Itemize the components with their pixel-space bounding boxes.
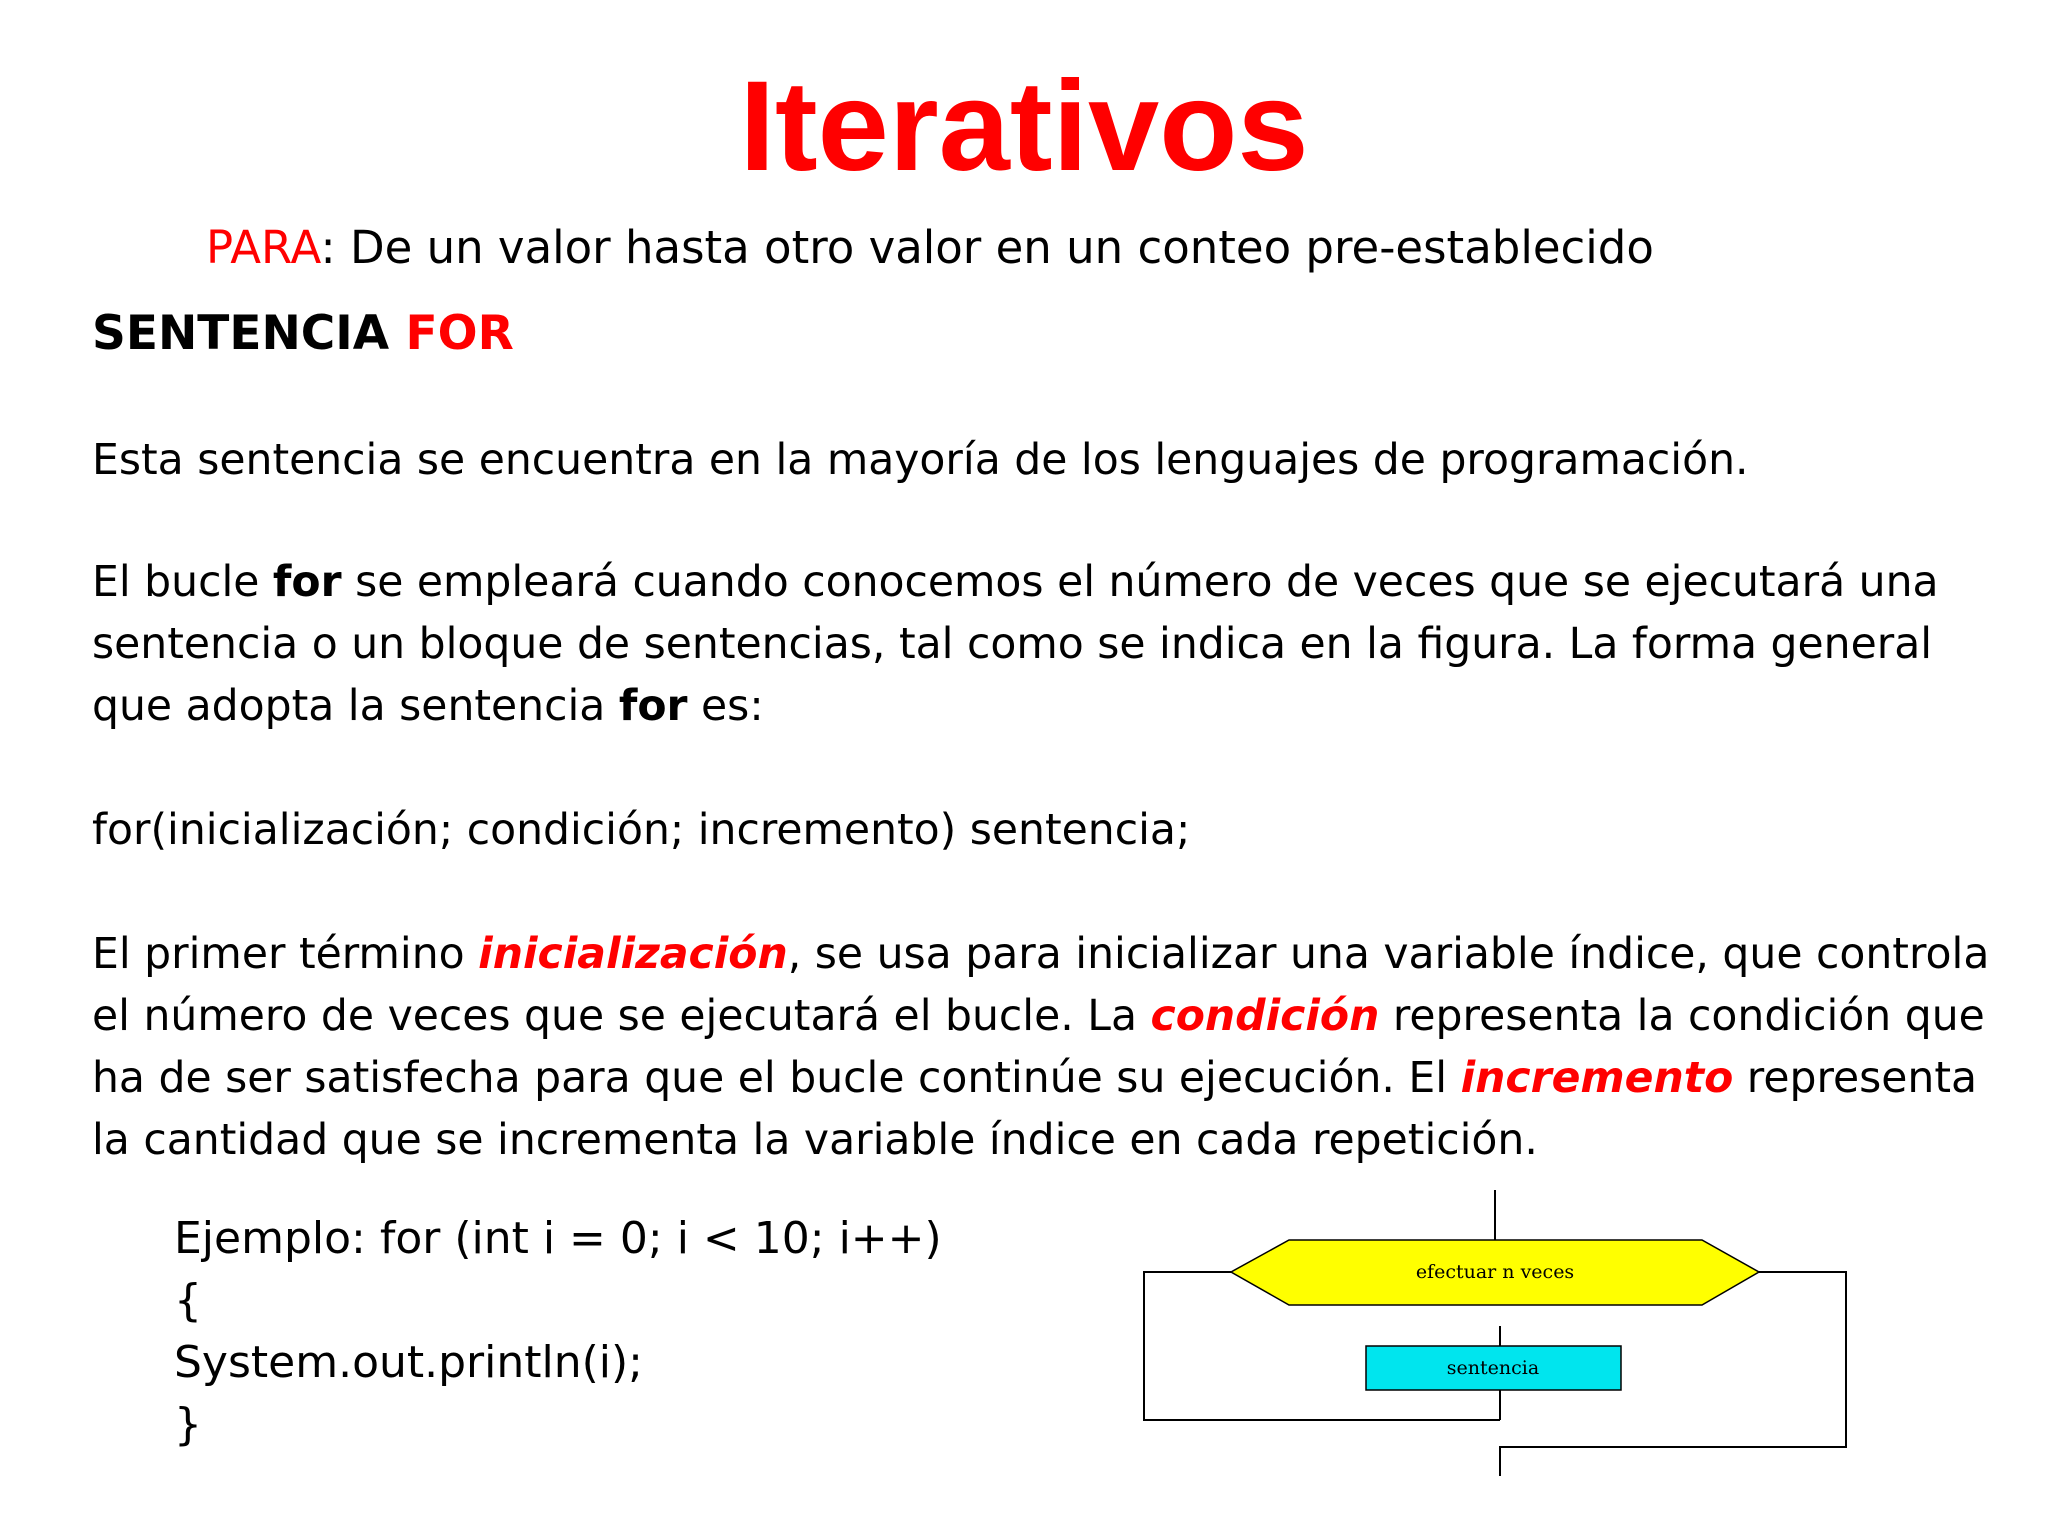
terms-paragraph [92, 924, 1992, 1172]
flow-body-label: sentencia [1446, 1357, 1540, 1379]
term-increment: incremento [1460, 1054, 1734, 1103]
code-line-3: System.out.println(i); [174, 1337, 643, 1388]
p2-for-keyword-2: for [618, 682, 688, 731]
code-line-4: } [174, 1399, 202, 1450]
p2-for-keyword-1: for [272, 558, 342, 607]
section-heading [92, 304, 514, 364]
flow-loop-label: efectuar n veces [1415, 1261, 1575, 1283]
syntax-line: for(inicialización; condición; incremento) sentencia; [92, 806, 1191, 855]
heading-keyword: FOR [405, 306, 514, 361]
p4-text-2: , se usa para inicializar una variable índice, que controla el número de veces que se ejecutará el bucle. La [92, 930, 1990, 1041]
heading-text: SENTENCIA [92, 306, 406, 361]
for-description-paragraph [92, 552, 1992, 738]
for-loop-flowchart [1134, 1190, 1854, 1480]
p4-text-3: representa la condición que ha de ser satisfecha para que el bucle continúe su ejecución. El [92, 992, 1985, 1103]
p2-text-1: El bucle [92, 558, 273, 607]
subtitle [206, 218, 1654, 278]
subtitle-text: : De un valor hasta otro valor en un conteo pre-establecido [320, 221, 1654, 274]
subtitle-keyword: PARA [206, 221, 321, 274]
p2-text-2: se empleará cuando conocemos el número de veces que se ejecutará una sentencia o un bloque de sentencias, tal como se indica en la figura. La forma general que adopta la sentencia [92, 558, 1939, 731]
code-line-1: Ejemplo: for (int i = 0; i < 10; i++) [174, 1213, 942, 1264]
p4-text-1: El primer término [92, 930, 479, 979]
term-initialization: inicialización [478, 930, 788, 979]
p4-text-4: representa la cantidad que se incrementa la variable índice en cada repetición. [92, 1054, 1978, 1165]
p2-text-3: es: [687, 682, 764, 731]
term-condition: condición [1150, 992, 1380, 1041]
code-example [174, 1208, 942, 1456]
intro-paragraph: Esta sentencia se encuentra en la mayoría de los lenguajes de programación. [92, 436, 1749, 485]
slide-title: Iterativos [739, 55, 1309, 198]
code-line-2: { [174, 1275, 202, 1326]
